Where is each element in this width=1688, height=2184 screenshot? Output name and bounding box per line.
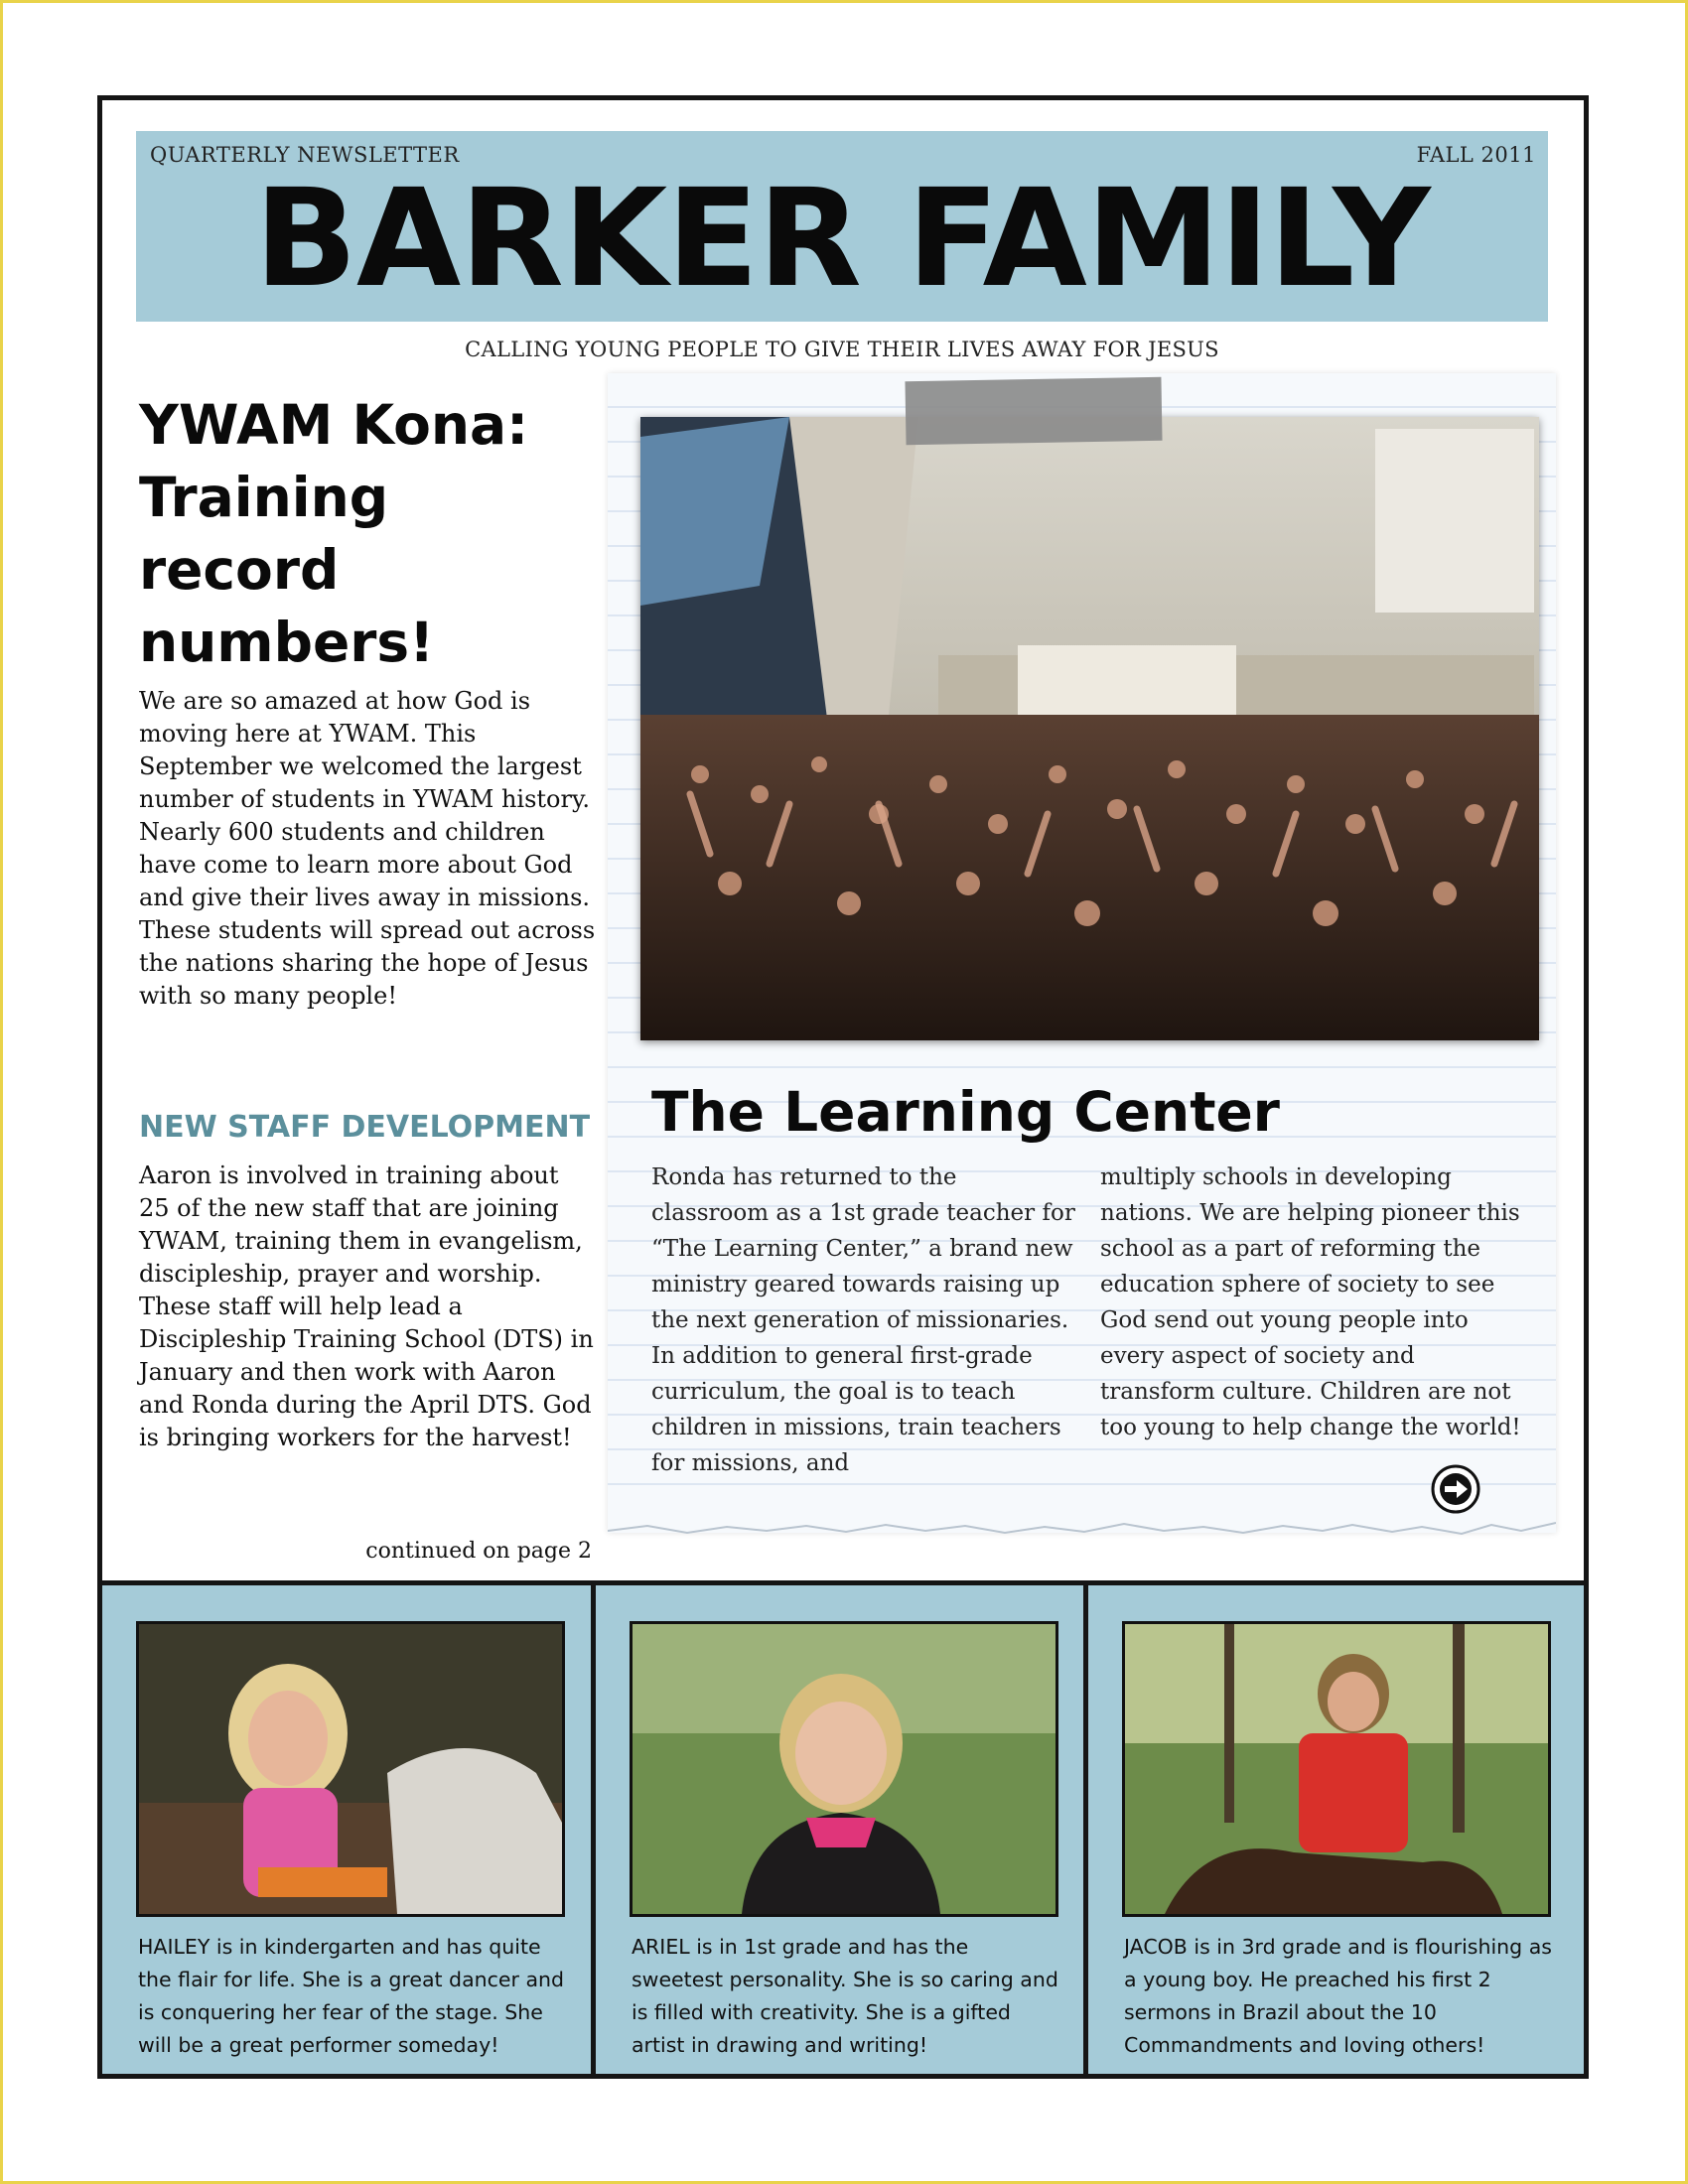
hailey-caption: HAILEY is in kindergarten and has quite the flair for life. She is a great dancer and is conquering her fear of the stage. She will be a great performer someday! — [138, 1935, 565, 2057]
kid-box-hailey — [102, 1585, 596, 2074]
staff-story-body: Aaron is involved in training about 25 of the new staff that are joining YWAM, training them in evangelism, discipleship, prayer and worship. These staff will help lead a Discipleship Training School (DTS) in January and then work with Aaron and Ronda during the April DTS. God is bringing workers for the harvest! — [139, 1161, 594, 1451]
main-story-headline: YWAM Kona: Training record numbers! — [139, 393, 529, 674]
staff-story-heading: NEW STAFF DEVELOPMENT — [139, 1110, 591, 1145]
hailey-photo — [136, 1621, 565, 1917]
ariel-caption: ARIEL is in 1st grade and has the sweetest personality. She is so caring and is filled with creativity. She is a gifted artist in drawing and writing! — [632, 1935, 1058, 2057]
newsletter-title: BARKER FAMILY — [254, 161, 1430, 318]
kid-box-jacob — [1088, 1585, 1584, 2074]
tape-strip — [905, 377, 1162, 445]
arrow-right-circle-icon[interactable] — [1430, 1463, 1481, 1515]
main-story-body: We are so amazed at how God is moving here at YWAM. This September we welcomed the largest number of students in YWAM history. Nearly 600 students and children have come to learn more about God and give their lives away in missions. These students will spread out across the nations sharing the hope of Jesus with so many people! — [139, 687, 596, 1010]
continued-link[interactable]: continued on page 2 — [365, 1539, 592, 1564]
issue-season: FALL 2011 — [1416, 143, 1536, 167]
jacob-photo — [1122, 1621, 1551, 1917]
learning-center-headline: The Learning Center — [651, 1080, 1280, 1144]
jacob-caption: JACOB is in 3rd grade and is flourishing as a young boy. He preached his first 2 sermons in Brazil about the 10 Commandments and loving others! — [1124, 1935, 1552, 2057]
torn-paper-edge — [608, 1501, 1556, 1541]
newsletter-kicker: QUARTERLY NEWSLETTER — [150, 143, 460, 167]
ariel-photo — [630, 1621, 1058, 1917]
masthead — [136, 131, 1548, 322]
learning-center-column-2: multiply schools in developing nations. We are helping pioneer this school as a part of reforming the education sphere of society to see God send out young people into every aspect of society and transform culture. Children are not too young to help change the world! — [1100, 1164, 1521, 1440]
learning-center-column-1: Ronda has returned to the classroom as a 1st grade teacher for “The Learning Center,” a brand new ministry geared towards raising up the next generation of missionaries. In addition to general first-grade curriculum, the goal is to teach children in missions, train teachers for missions, and — [651, 1164, 1075, 1476]
worship-crowd-photo — [640, 417, 1539, 1040]
tagline: CALLING YOUNG PEOPLE TO GIVE THEIR LIVES AWAY FOR JESUS — [465, 338, 1219, 361]
kid-box-ariel — [596, 1585, 1088, 2074]
